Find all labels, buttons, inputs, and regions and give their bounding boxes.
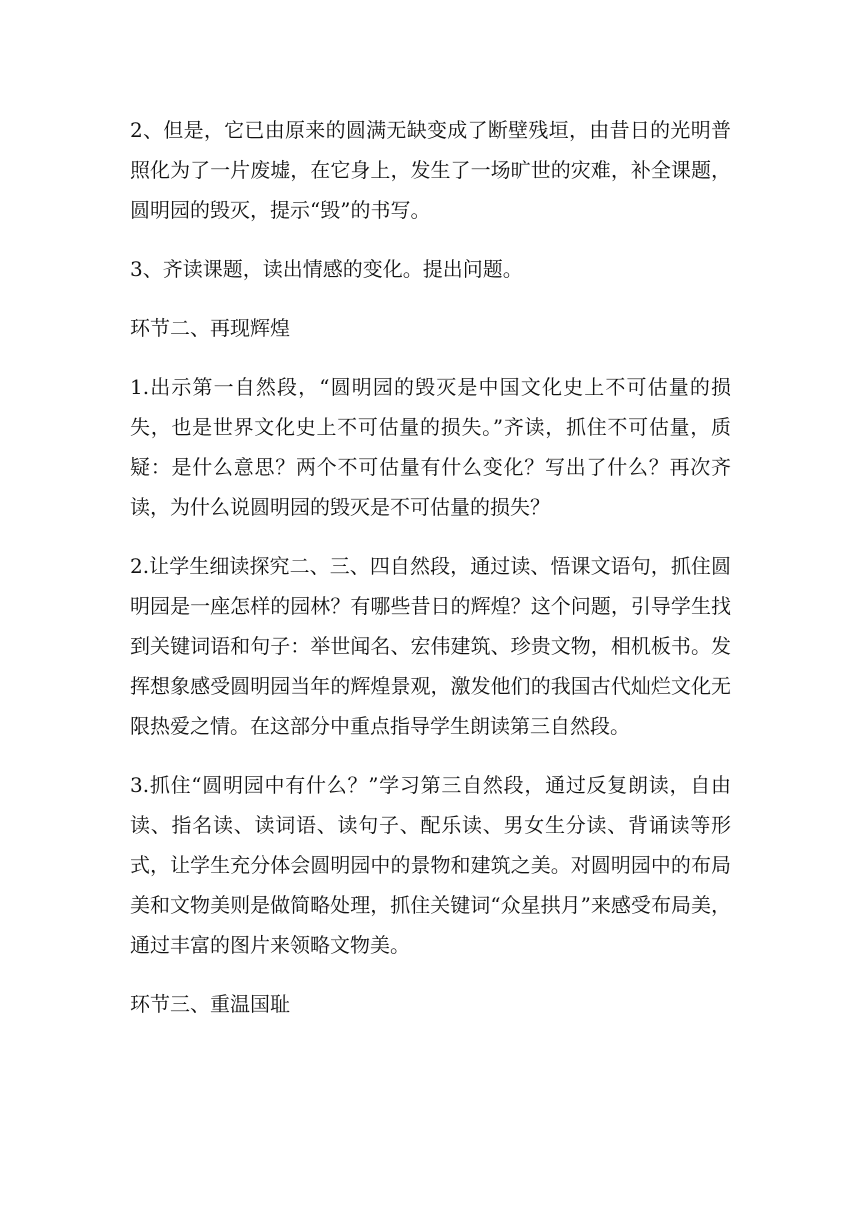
section-heading-two: 环节二、再现辉煌 <box>130 316 290 340</box>
paragraph-step-2: 2.让学生细读探究二、三、四自然段，通过读、悟课文语句，抓住圆明园是一座怎样的园林？有哪些昔日的辉煌？这个问题，引导学生找到关键词语和句子：举世闻名、宏伟建筑、珍贵文物，相机板书。发挥想象感受圆明园当年的辉煌景观，激发他们的我国古代灿烂文化无限热爱之情。在这部分中重点指导学生朗读第三自然段。 <box>130 554 731 738</box>
paragraph-intro-ruins: 2、但是，它已由原来的圆满无缺变成了断壁残垣，由昔日的光明普照化为了一片废墟，在它身上，发生了一场旷世的灾难，补全课题，圆明园的毁灭，提示“毁”的书写。 <box>130 118 731 222</box>
paragraph-step-3: 3.抓住“圆明园中有什么？”学习第三自然段，通过反复朗读，自由读、指名读、读词语、读句子、配乐读、男女生分读、背诵读等形式，让学生充分体会圆明园中的景物和建筑之美。对圆明园中的布局美和文物美则是做简略处理，抓住关键词“众星拱月”来感受布局美，通过丰富的图片来领略文物美。 <box>130 773 731 957</box>
document-body <box>130 110 731 1043</box>
paragraph-read-title: 3、齐读课题，读出情感的变化。提出问题。 <box>130 257 523 281</box>
section-heading-three: 环节三、重温国耻 <box>130 992 290 1016</box>
paragraph-step-1: 1.出示第一自然段，“圆明园的毁灭是中国文化史上不可估量的损失，也是世界文化史上不可估量的损失。”齐读，抓住不可估量，质疑：是什么意思？两个不可估量有什么变化？写出了什么？再次齐读，为什么说圆明园的毁灭是不可估量的损失？ <box>130 375 731 519</box>
